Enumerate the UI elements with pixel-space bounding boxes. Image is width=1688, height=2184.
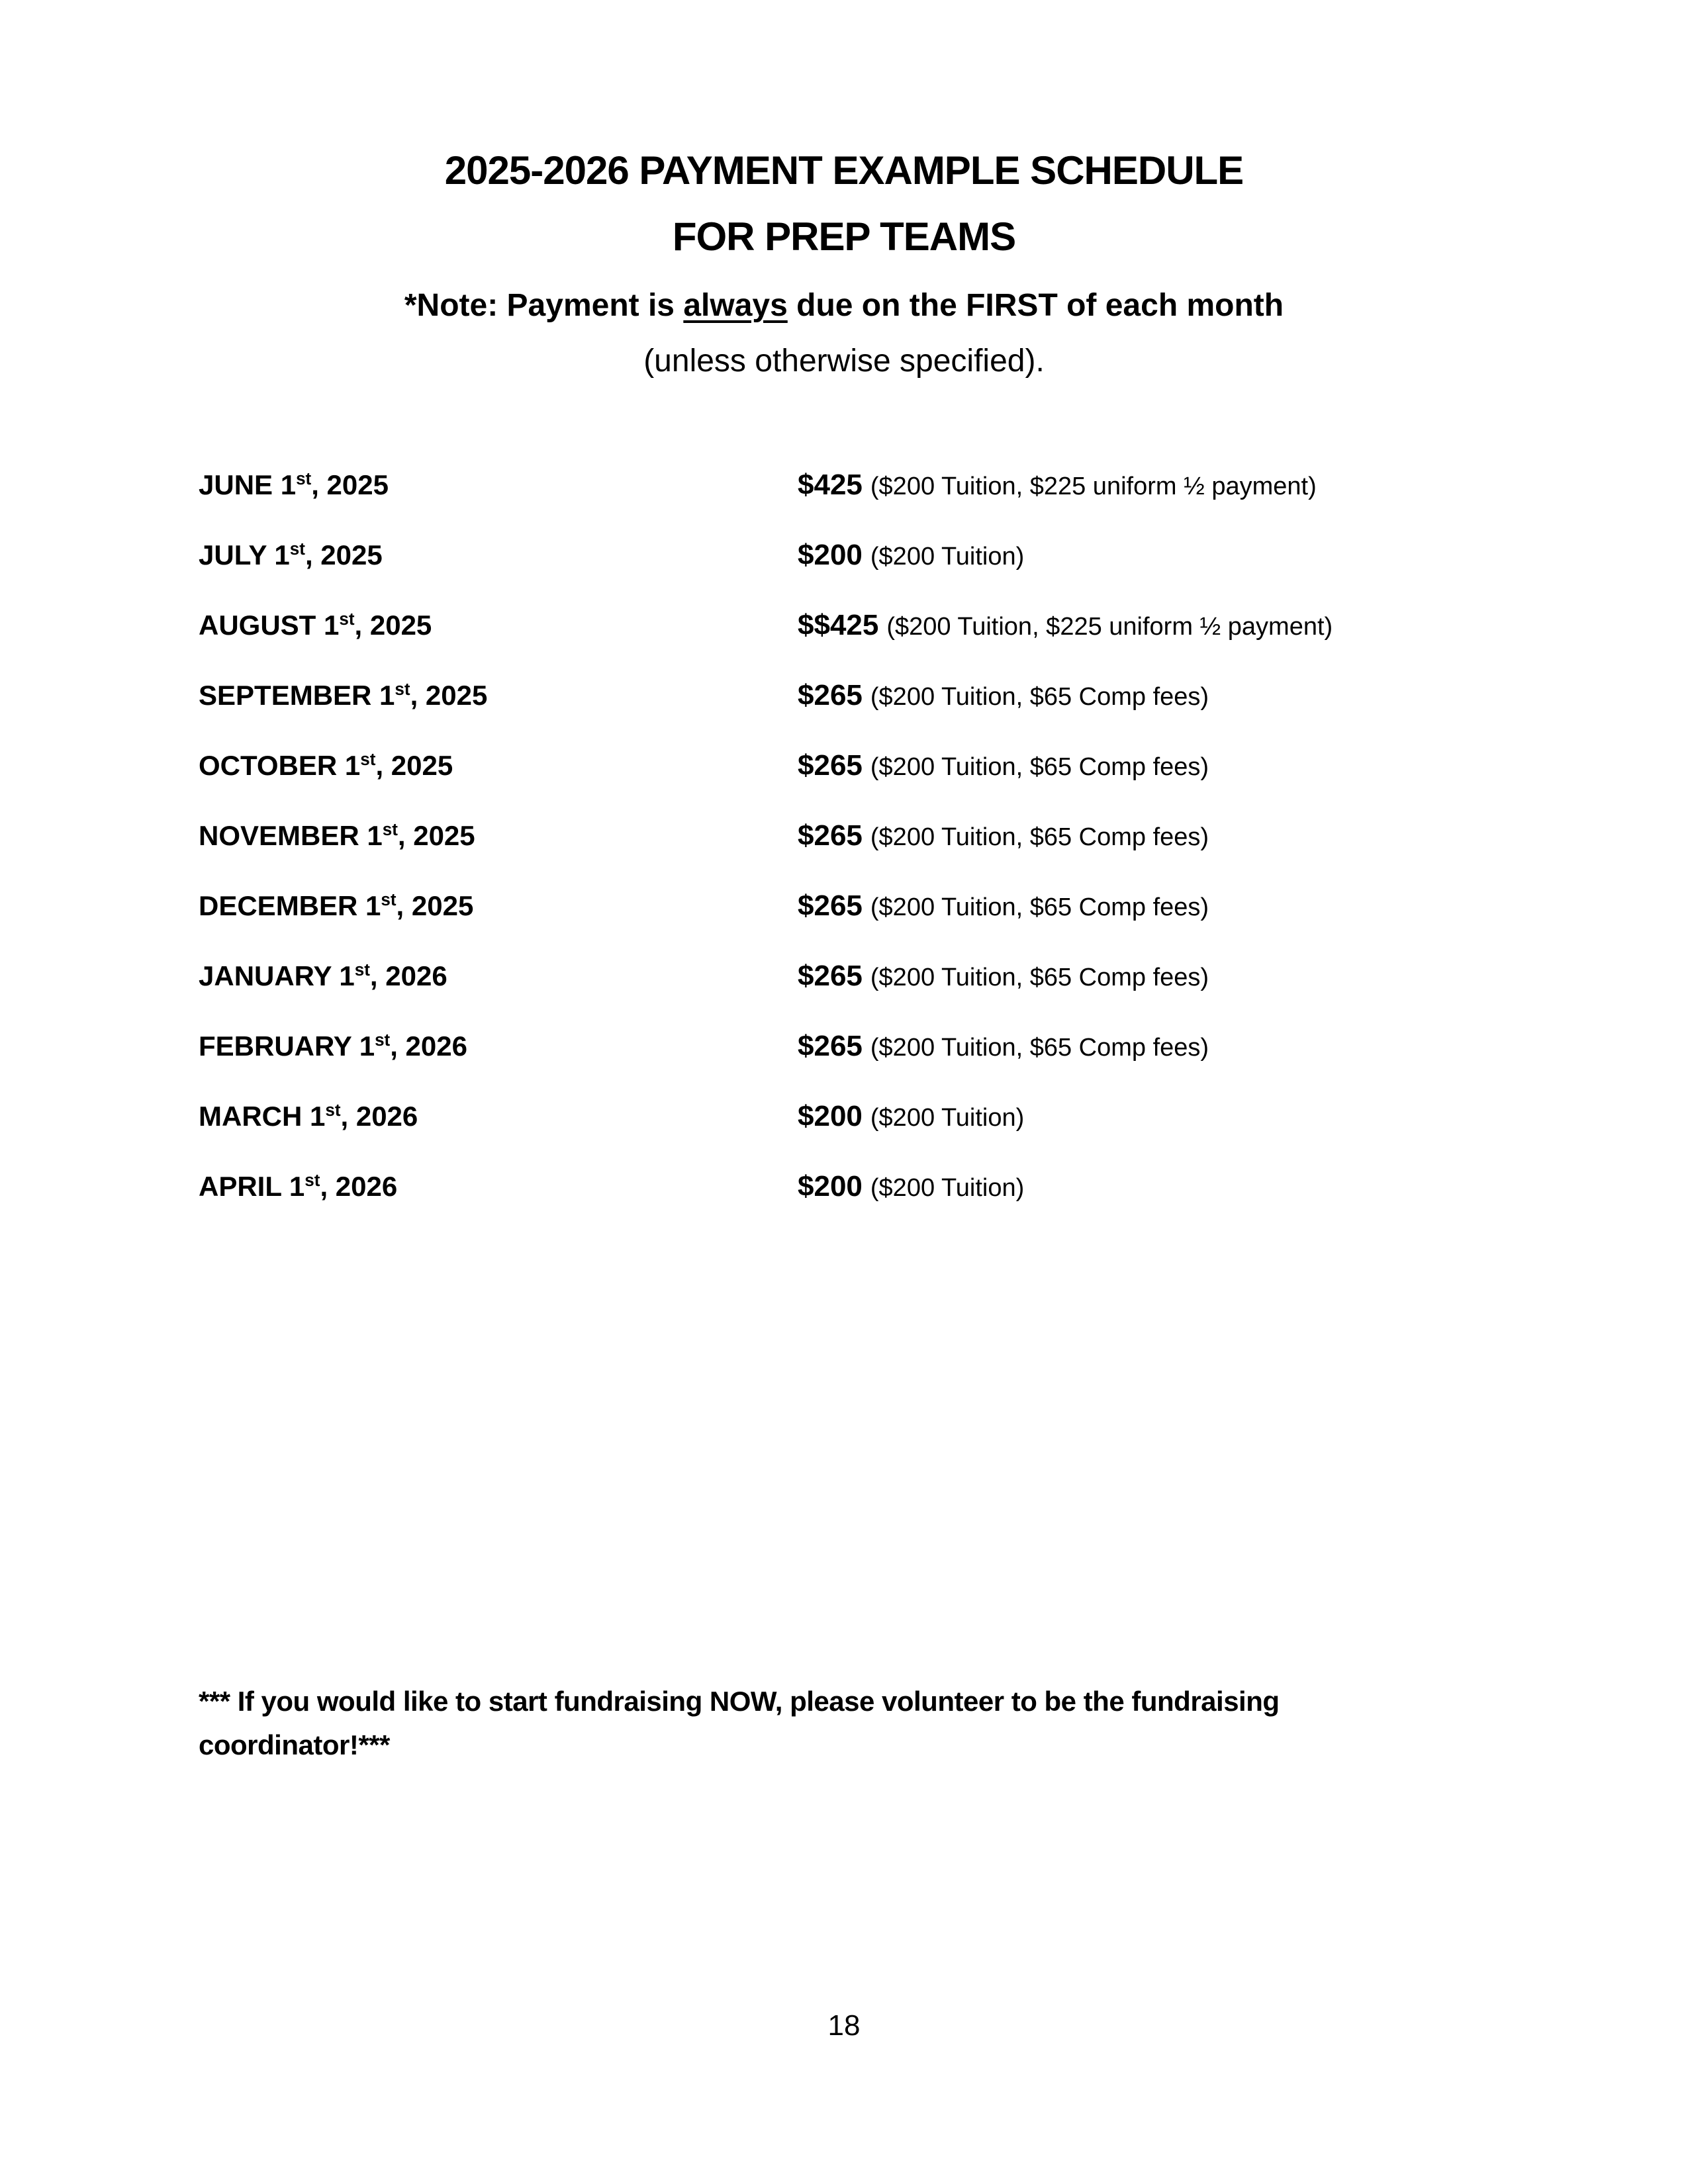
note-line-1 [0,278,1688,334]
date-text: APRIL 1 [199,1171,305,1202]
note-underlined-word: always [683,288,788,323]
payment-date [199,872,798,942]
payment-note [0,278,1688,389]
schedule-row [199,1152,1523,1222]
schedule-row [199,521,1523,591]
payment-detail: ($200 Tuition, $65 Comp fees) [870,823,1209,851]
payment-amount: $425 [798,469,863,501]
schedule-row [199,731,1523,801]
date-year: , 2025 [396,890,474,921]
payment-amount: $265 [798,679,863,711]
payment-date [199,1082,798,1152]
schedule-row [199,801,1523,872]
payment-date [199,591,798,661]
payment-detail: ($200 Tuition, $65 Comp fees) [870,893,1209,921]
payment-amount-cell [798,872,1209,942]
payment-date [199,731,798,801]
date-year: , 2026 [390,1030,467,1062]
payment-date [199,942,798,1012]
schedule-row [199,1082,1523,1152]
date-year: , 2025 [305,539,383,570]
payment-amount-cell [798,591,1333,661]
payment-detail: ($200 Tuition) [870,543,1025,570]
schedule-row [199,1012,1523,1082]
payment-amount: $$425 [798,609,879,641]
payment-amount-cell [798,1082,1024,1152]
payment-amount-cell [798,731,1209,801]
payment-amount: $200 [798,1170,863,1203]
payment-amount: $265 [798,1030,863,1062]
payment-amount-cell [798,521,1024,591]
date-ordinal: st [360,749,376,769]
date-text: OCTOBER 1 [199,750,361,781]
date-year: , 2025 [311,469,389,500]
payment-date [199,801,798,872]
payment-date [199,521,798,591]
payment-amount: $265 [798,749,863,782]
payment-detail: ($200 Tuition, $225 uniform ½ payment) [870,473,1317,500]
date-text: AUGUST 1 [199,610,340,641]
date-ordinal: st [289,539,305,559]
schedule-row [199,451,1523,521]
date-text: SEPTEMBER 1 [199,680,395,711]
fundraising-note [199,1680,1280,1767]
date-text: DECEMBER 1 [199,890,381,921]
payment-amount-cell [798,942,1209,1012]
date-year: , 2025 [410,680,488,711]
payment-detail: ($200 Tuition, $225 uniform ½ payment) [886,613,1333,641]
title-line-1: 2025-2026 PAYMENT EXAMPLE SCHEDULE [444,148,1244,193]
date-year: , 2025 [375,750,453,781]
payment-amount-cell [798,661,1209,731]
document-title [0,138,1688,270]
date-ordinal: st [325,1100,341,1120]
date-text: NOVEMBER 1 [199,820,383,851]
payment-amount-cell [798,1012,1209,1082]
date-year: , 2025 [397,820,475,851]
date-ordinal: st [296,469,312,488]
date-ordinal: st [395,679,410,699]
date-ordinal: st [305,1170,320,1190]
schedule-row [199,591,1523,661]
payment-amount-cell [798,1152,1024,1222]
date-ordinal: st [354,960,370,979]
payment-amount: $200 [798,1100,863,1132]
date-text: JUNE 1 [199,469,297,500]
payment-amount: $265 [798,819,863,852]
payment-detail: ($200 Tuition, $65 Comp fees) [870,683,1209,711]
payment-amount-cell [798,451,1317,521]
payment-date [199,1012,798,1082]
payment-detail: ($200 Tuition) [870,1174,1025,1202]
payment-amount-cell [798,801,1209,872]
schedule-row [199,942,1523,1012]
date-text: JULY 1 [199,539,290,570]
payment-date [199,661,798,731]
note-line-2: (unless otherwise specified). [643,343,1045,379]
date-ordinal: st [381,889,397,909]
title-line-2: FOR PREP TEAMS [672,214,1016,259]
payment-detail: ($200 Tuition, $65 Comp fees) [870,753,1209,781]
date-ordinal: st [375,1030,391,1050]
note-text-prefix: *Note: Payment is [404,288,684,323]
page-number: 18 [827,2009,861,2042]
payment-detail: ($200 Tuition) [870,1104,1025,1132]
date-ordinal: st [382,819,398,839]
payment-detail: ($200 Tuition, $65 Comp fees) [870,1034,1209,1062]
date-year: , 2026 [340,1101,418,1132]
payment-detail: ($200 Tuition, $65 Comp fees) [870,964,1209,991]
schedule-row [199,661,1523,731]
date-year: , 2025 [354,610,432,641]
payment-schedule [199,451,1523,1222]
date-ordinal: st [339,609,355,629]
date-year: , 2026 [320,1171,398,1202]
payment-amount: $200 [798,539,863,571]
date-text: FEBRUARY 1 [199,1030,375,1062]
payment-amount: $265 [798,889,863,922]
date-text: MARCH 1 [199,1101,326,1132]
date-year: , 2026 [369,960,447,991]
fundraising-note-line-2: coordinator!*** [199,1729,390,1760]
schedule-row [199,872,1523,942]
date-text: JANUARY 1 [199,960,355,991]
fundraising-note-line-1: *** If you would like to start fundraising NOW, please volunteer to be the fundraising [199,1686,1280,1717]
payment-amount: $265 [798,960,863,992]
payment-date [199,451,798,521]
payment-date [199,1152,798,1222]
note-text-suffix: due on the FIRST of each month [787,288,1284,323]
